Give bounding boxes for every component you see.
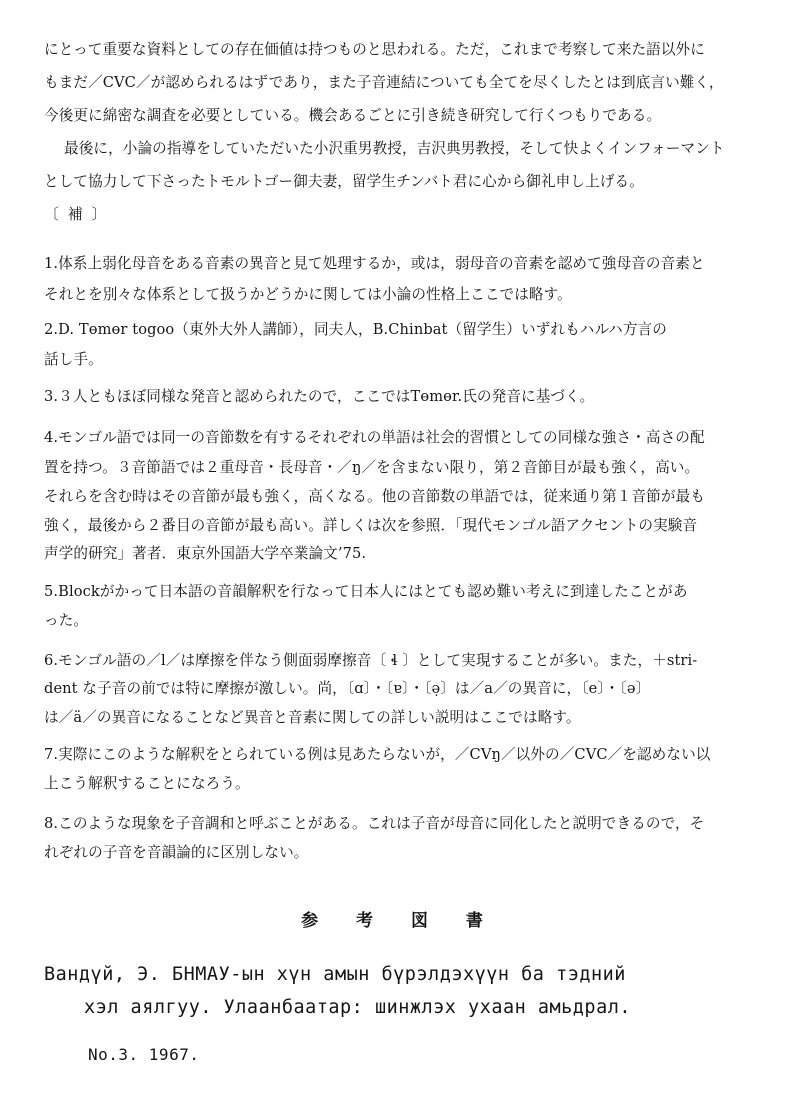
references-heading: 参 考 図 書	[301, 911, 499, 931]
reference-line: Вандүй, Э. БНМАУ-ын хүн амын бүрэлдэхүүн ба тэдний	[44, 964, 626, 985]
note-line: 2.D. Tөmөr togoo（東外大外人講師），同夫人，B.Chinbat（留学生）いずれもハルハ方言の	[44, 321, 667, 338]
note-line: 3.３人ともほぼ同様な発音と認められたので，ここではTөmөr.氏の発音に基づく。	[44, 388, 595, 405]
note-line: それとを別々な体系として扱うかどうかに関しては小論の性格上ここでは略す。	[44, 286, 572, 303]
acknowledgement-line: として協力して下さったトモルトゴー御夫妻，留学生チンバト君に心から御礼申し上げる。	[44, 173, 644, 190]
note-line: 話し手。	[44, 351, 103, 368]
note-line: 8.このような現象を子音調和と呼ぶことがある。これは子音が母音に同化したと説明できるので，そ	[44, 815, 705, 832]
conclusion-line: もまだ／CVC／が認められるはずであり，また子音連結についても全てを尽くしたとは到底言い難く，	[44, 74, 724, 91]
note-line: 強く，最後から２番目の音節が最も高い。詳しくは次を参照．「現代モンゴル語アクセントの実験音	[44, 517, 698, 534]
note-line: れぞれの子音を音韻論的に区別しない。	[44, 844, 309, 861]
note-line: 上こう解釈することになろう。	[44, 775, 250, 792]
note-line: 6.モンゴル語の／l／は摩擦を伴なう側面弱摩擦音〔 ɬ 〕として実現することが多い。また，＋stri-	[44, 652, 698, 669]
conclusion-line: 今後更に綿密な調査を必要としている。機会あるごとに引き続き研究して行くつもりである。	[44, 107, 662, 124]
note-line: 声学的研究」著者．東京外国語大学卒業論文’75.	[44, 545, 367, 562]
note-line: 5.Blockがかって日本語の音韻解釈を行なって日本人にはとても認め難い考えに到達したことがあ	[44, 583, 688, 600]
acknowledgement-line: 最後に，小論の指導をしていただいた小沢重男教授，吉沢典男教授，そして快よくインフォーマント	[64, 140, 725, 157]
note-line: 1.体系上弱化母音をある音素の異音と見て処理するか，或は，弱母音の音素を認めて強母音の音素と	[44, 255, 705, 272]
reference-line: хэл аялгуу. Улаанбаатар: шинжлэх ухаан амьдрал.	[84, 997, 631, 1018]
note-line: 4.モンゴル語では同一の音節数を有するそれぞれの単語は社会的習慣としての同様な強さ・高さの配	[44, 429, 705, 446]
note-line: は／ä／の異音になることなど異音と音素に関しての詳しい説明はここでは略す。	[44, 709, 581, 726]
note-line: dent な子音の前では特に摩擦が激しい。尚，〔ɑ〕・〔ɐ〕・〔ə̣〕は／a／の異音に，〔e〕・〔ə〕	[44, 680, 651, 697]
note-line: 置を持つ。３音節語では２重母音・長母音・／ŋ／を含まない限り，第２音節目が最も強く，高い。	[44, 459, 700, 476]
note-line: 7.実際にこのような解釈をとられている例は見あたらないが，／CVŋ／以外の／CVC／を認めない以	[44, 746, 711, 763]
notes-heading: 〔 補 〕	[44, 205, 109, 223]
reference-line: No.3. 1967.	[88, 1045, 200, 1064]
note-line: それらを含む時はその音節が最も強く，高くなる。他の音節数の単語では，従来通り第１音節が最も	[44, 488, 705, 505]
note-line: った。	[44, 612, 89, 629]
conclusion-line: にとって重要な資料としての存在価値は持つものと思われる。ただ，これまで考察して来た語以外に	[44, 41, 705, 58]
